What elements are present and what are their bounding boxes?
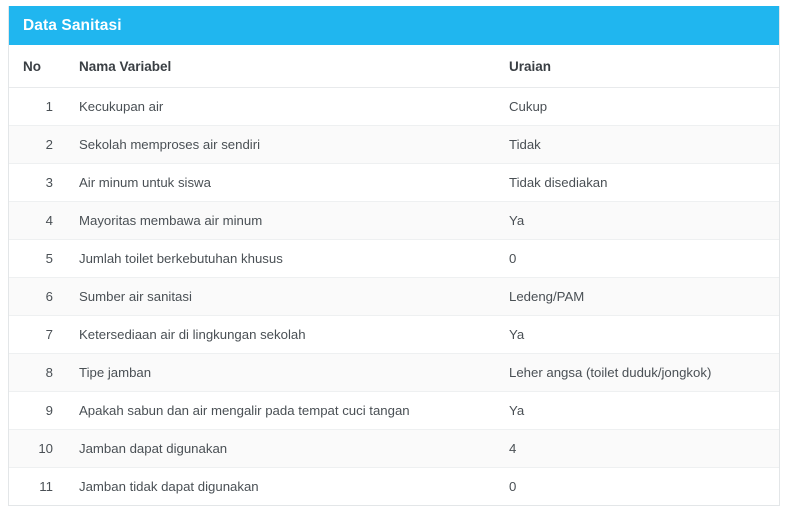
cell-no: 3 xyxy=(9,164,65,202)
table-row xyxy=(9,164,779,202)
cell-no: 1 xyxy=(9,88,65,126)
cell-no: 6 xyxy=(9,278,65,316)
table-header-row xyxy=(9,45,779,88)
cell-uraian: Ya xyxy=(509,202,779,240)
sanitation-data-table xyxy=(9,45,779,505)
page-title: Data Sanitasi xyxy=(23,16,122,34)
cell-nama-variabel: Sekolah memproses air sendiri xyxy=(65,126,509,164)
table-body xyxy=(9,88,779,506)
cell-nama-variabel: Air minum untuk siswa xyxy=(65,164,509,202)
cell-nama-variabel: Jamban dapat digunakan xyxy=(65,430,509,468)
column-header-uraian: Uraian xyxy=(509,45,779,88)
table-row xyxy=(9,202,779,240)
table-row xyxy=(9,278,779,316)
cell-nama-variabel: Ketersediaan air di lingkungan sekolah xyxy=(65,316,509,354)
cell-no: 2 xyxy=(9,126,65,164)
cell-uraian: Ledeng/PAM xyxy=(509,278,779,316)
table-row xyxy=(9,88,779,126)
table-row xyxy=(9,392,779,430)
data-sanitasi-panel xyxy=(8,6,780,506)
cell-nama-variabel: Jumlah toilet berkebutuhan khusus xyxy=(65,240,509,278)
cell-no: 11 xyxy=(39,479,53,494)
cell-nama-variabel: Sumber air sanitasi xyxy=(65,278,509,316)
table-row xyxy=(9,468,779,506)
cell-nama-variabel: Tipe jamban xyxy=(65,354,509,392)
cell-no: 4 xyxy=(9,202,65,240)
cell-uraian: Ya xyxy=(509,316,779,354)
cell-no: 5 xyxy=(9,240,65,278)
cell-uraian: 4 xyxy=(509,430,779,468)
cell-no: 7 xyxy=(9,316,65,354)
cell-nama-variabel: Apakah sabun dan air mengalir pada tempat cuci tangan xyxy=(65,392,509,430)
cell-nama-variabel: Mayoritas membawa air minum xyxy=(65,202,509,240)
cell-nama-variabel: Kecukupan air xyxy=(65,88,509,126)
cell-nama-variabel: Jamban tidak dapat digunakan xyxy=(79,479,259,494)
cell-uraian: Tidak xyxy=(509,126,779,164)
table-row xyxy=(9,126,779,164)
cell-uraian: 0 xyxy=(509,240,779,278)
table-row xyxy=(9,354,779,392)
cell-no: 9 xyxy=(9,392,65,430)
table-row xyxy=(9,240,779,278)
cell-uraian: 0 xyxy=(509,479,517,494)
cell-uraian: Tidak disediakan xyxy=(509,164,779,202)
table-row xyxy=(9,430,779,468)
cell-uraian: Leher angsa (toilet duduk/jongkok) xyxy=(509,354,779,392)
panel-header xyxy=(9,6,779,45)
cell-uraian: Ya xyxy=(509,392,779,430)
table-row xyxy=(9,316,779,354)
cell-uraian: Cukup xyxy=(509,88,779,126)
cell-no: 10 xyxy=(9,430,65,468)
column-header-nama-variabel: Nama Variabel xyxy=(65,45,509,88)
cell-no: 8 xyxy=(9,354,65,392)
table-head xyxy=(9,45,779,88)
column-header-no: No xyxy=(9,45,65,88)
